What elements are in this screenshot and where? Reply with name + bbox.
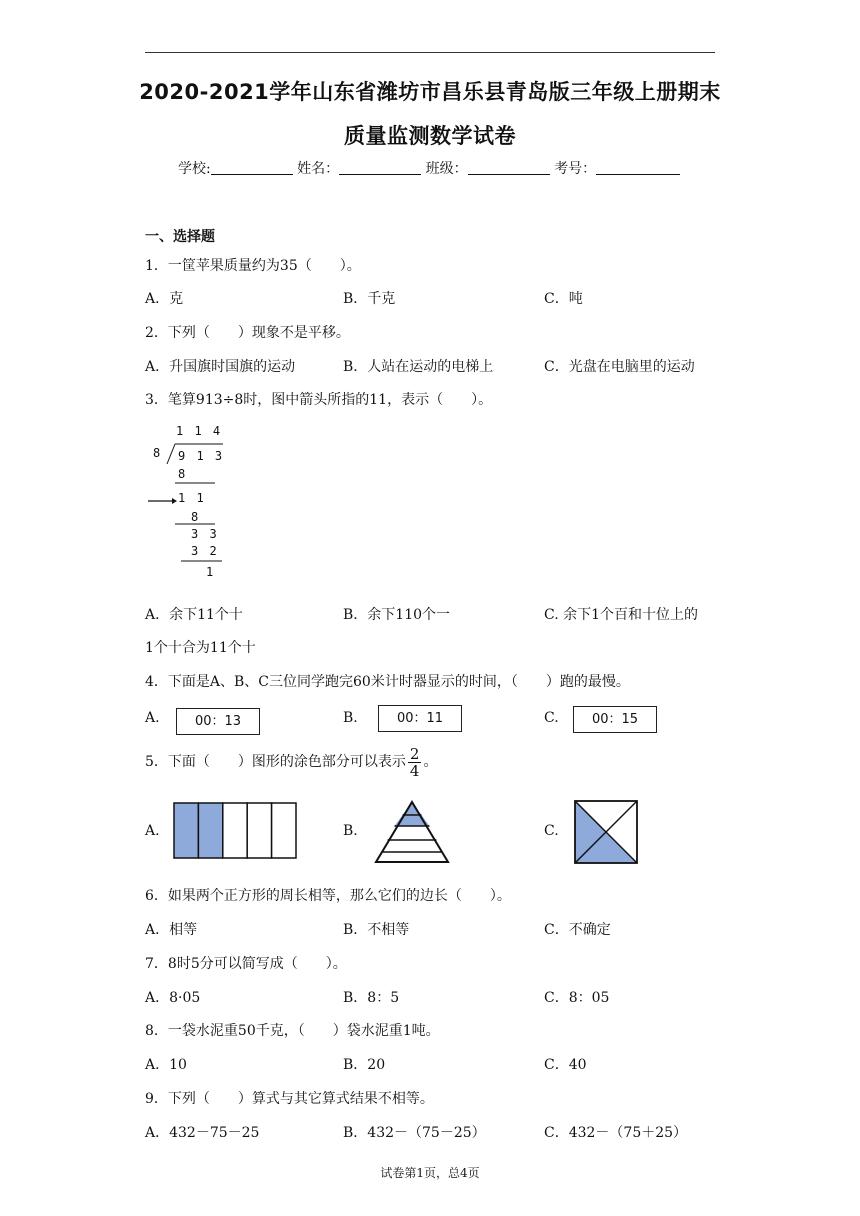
q1-option-c[interactable]: C．吨: [544, 291, 583, 307]
q4-option-a-label[interactable]: A.: [145, 710, 160, 726]
q5-option-a-label[interactable]: A.: [145, 823, 160, 839]
exam-title-line1: 2020-2021学年山东省潍坊市昌乐县青岛版三年级上册期末: [139, 80, 721, 104]
page-footer: 试卷第1页，总4页: [380, 1166, 480, 1180]
q7-option-c[interactable]: C．8：05: [544, 990, 610, 1006]
q5-stem-end: 。: [423, 754, 438, 770]
exam-no-label: 考号：: [554, 161, 597, 177]
name-field[interactable]: [339, 160, 421, 175]
q9-option-c[interactable]: C．432－（75＋25）: [544, 1125, 688, 1141]
long-division-figure: [145, 422, 235, 582]
q5-option-b-label[interactable]: B.: [343, 823, 358, 839]
q4-option-c-label[interactable]: C.: [544, 710, 559, 726]
division-step-3: 8: [191, 510, 199, 524]
section-heading: 一、选择题: [145, 229, 215, 245]
q6-option-b[interactable]: B．不相等: [343, 922, 410, 938]
q3-option-a[interactable]: A．余下11个十: [145, 607, 243, 623]
fraction-denominator: 4: [409, 761, 420, 780]
q4-timer-a: 00：13: [176, 708, 260, 735]
question-9-stem: 9．下列（ ）算式与其它算式结果不相等。: [145, 1091, 434, 1107]
exam-no-field[interactable]: [596, 160, 680, 175]
division-divisor: 8: [153, 446, 161, 460]
q1-option-a[interactable]: A．克: [145, 291, 184, 307]
q3-option-b[interactable]: B．余下110个一: [343, 607, 451, 623]
school-label: 学校:: [178, 161, 211, 177]
question-2-stem: 2．下列（ ）现象不是平移。: [145, 325, 350, 341]
q9-option-a[interactable]: A．432－75－25: [145, 1125, 260, 1141]
q5-option-c-label[interactable]: C.: [544, 823, 559, 839]
q2-option-c[interactable]: C．光盘在电脑里的运动: [544, 359, 695, 375]
question-6-stem: 6．如果两个正方形的周长相等，那么它们的边长（ ）。: [145, 888, 511, 904]
division-dividend: 9 1 3: [178, 449, 225, 463]
q1-option-b[interactable]: B．千克: [343, 291, 396, 307]
q7-option-a[interactable]: A．8·05: [145, 990, 201, 1006]
exam-title-line2: 质量监测数学试卷: [344, 124, 516, 148]
question-7-stem: 7．8时5分可以简写成（ ）。: [145, 956, 347, 972]
q7-option-b[interactable]: B．8：5: [343, 990, 400, 1006]
q5-shape-b-triangle: [372, 799, 452, 865]
division-step-2: 1 1: [178, 491, 206, 505]
q4-timer-c: 00：15: [573, 706, 657, 733]
q2-option-a[interactable]: A．升国旗时国旗的运动: [145, 359, 296, 375]
q6-option-c[interactable]: C．不确定: [544, 922, 611, 938]
school-field[interactable]: [211, 160, 293, 175]
q5-shape-a-rectangle: [172, 801, 300, 861]
question-4-stem: 4．下面是A、B、C三位同学跑完60米计时器显示的时间，（ ）跑的最慢。: [145, 674, 630, 690]
class-label: 班级：: [425, 161, 468, 177]
q6-option-a[interactable]: A．相等: [145, 922, 198, 938]
top-rule: [145, 52, 715, 53]
q2-option-b[interactable]: B．人站在运动的电梯上: [343, 359, 494, 375]
q5-stem-text: 5．下面（ ）图形的涂色部分可以表示: [145, 754, 406, 770]
division-remainder: 1: [206, 565, 214, 579]
q8-option-b[interactable]: B．20: [343, 1057, 386, 1073]
division-step-5: 3 2: [191, 544, 219, 558]
q8-option-c[interactable]: C．40: [544, 1057, 587, 1073]
q4-option-b-label[interactable]: B.: [343, 710, 358, 726]
student-info-row: [178, 158, 680, 178]
q3-option-c-continued: 1个十合为11个十: [145, 640, 256, 656]
fraction-numerator: 2: [409, 744, 420, 763]
question-8-stem: 8．一袋水泥重50千克，（ ）袋水泥重1吨。: [145, 1023, 440, 1039]
question-5-stem: [145, 743, 437, 781]
name-label: 姓名：: [297, 161, 340, 177]
fraction-two-quarters: [408, 746, 422, 779]
division-quotient: 1 1 4: [176, 424, 223, 438]
division-step-4: 3 3: [191, 527, 219, 541]
class-field[interactable]: [468, 160, 550, 175]
q5-shape-c-square: [573, 799, 641, 865]
q3-option-c[interactable]: C. 余下1个百和十位上的: [544, 607, 699, 623]
question-3-stem: 3．笔算913÷8时，图中箭头所指的11，表示（ ）。: [145, 392, 493, 408]
question-1-stem: 1．一筐苹果质量约为35（ ）。: [145, 258, 361, 274]
division-step-1: 8: [178, 467, 186, 481]
q8-option-a[interactable]: A．10: [145, 1057, 187, 1073]
q9-option-b[interactable]: B．432－（75－25）: [343, 1125, 486, 1141]
q4-timer-b: 00：11: [378, 705, 462, 732]
